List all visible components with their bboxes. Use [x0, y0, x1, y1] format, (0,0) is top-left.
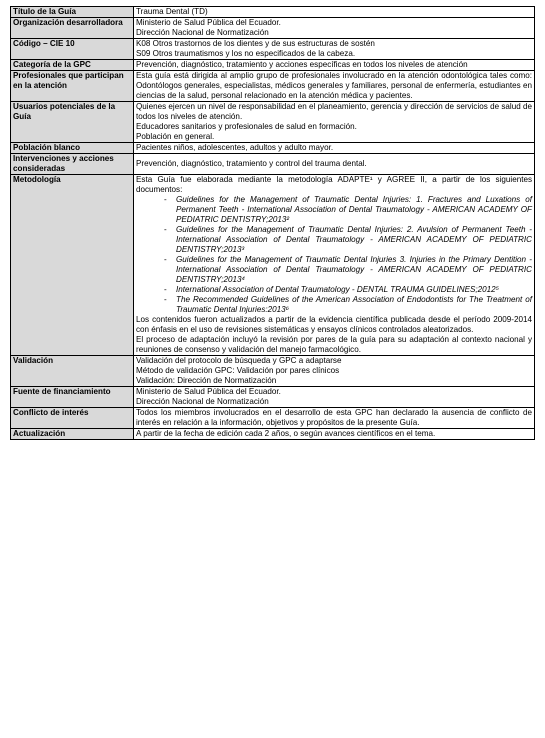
row-value	[134, 143, 535, 154]
row-value	[134, 175, 535, 356]
value-line: Ministerio de Salud Pública del Ecuador.	[136, 18, 281, 27]
row-label: Intervenciones y acciones consideradas	[11, 154, 134, 175]
value-line: K08 Otros trastornos de los dientes y de sus estructuras de sostén	[136, 39, 375, 48]
row-value	[134, 7, 535, 18]
row-label: Categoría de la GPC	[11, 60, 134, 71]
table-row	[11, 387, 535, 408]
row-label: Fuente de financiamiento	[11, 387, 134, 408]
row-value	[134, 102, 535, 143]
row-value	[134, 154, 535, 175]
methodology-intro: Esta Guía fue elaborada mediante la metodología ADAPTE¹ y AGREE II, a partir de los siguientes documentos:	[136, 175, 532, 194]
row-label: Organización desarrolladora	[11, 18, 134, 39]
table-row	[11, 356, 535, 387]
row-value	[134, 429, 535, 440]
row-value	[134, 18, 535, 39]
table-row	[11, 7, 535, 18]
guide-summary	[10, 6, 535, 440]
list-item: - Guidelines for the Management of Traumatic Dental Injuries: 2. Avulsion of Permanent Teeth - International Association of Dental Traumatology - AMERICAN ACADEMY OF PEDIATRIC DENTISTRY;2013³	[176, 225, 532, 255]
value-line: El proceso de adaptación incluyó la revisión por pares de la guía para su adaptación al contexto nacional y reuniones de consenso y validación del manejo farmacológico.	[136, 335, 532, 354]
table-row	[11, 71, 535, 102]
value-line: Método de validación GPC: Validación por pares clínicos	[136, 366, 340, 375]
reference-list	[136, 195, 532, 315]
row-label: Usuarios potenciales de la Guía	[11, 102, 134, 143]
value-line: Población en general.	[136, 132, 215, 141]
value-line: Educadores sanitarios y profesionales de salud en formación.	[136, 122, 357, 131]
table-row	[11, 60, 535, 71]
row-label: Población blanco	[11, 143, 134, 154]
value-line: Dirección Nacional de Normatización	[136, 397, 269, 406]
value-line: Prevención, diagnóstico, tratamiento y acciones específicas en todos los niveles de atención	[136, 60, 468, 69]
value-line: Dirección Nacional de Normatización	[136, 28, 269, 37]
row-label: Título de la Guía	[11, 7, 134, 18]
value-line: Prevención, diagnóstico, tratamiento y control del trauma dental.	[136, 159, 367, 168]
row-label: Profesionales que participan en la atención	[11, 71, 134, 102]
value-line: Los contenidos fueron actualizados a partir de la evidencia científica publicada desde el período 2009-2014 con énfasis en el uso de revisiones sistemáticas y ensayos clínicos controlados aleatorizados.	[136, 315, 532, 334]
table-row	[11, 154, 535, 175]
table-row	[11, 102, 535, 143]
list-item: - Guidelines for the Management of Traumatic Dental Injuries 3. Injuries in the Primary Dentition - International Association of Dental Traumatology - AMERICAN ACADEMY OF PEDIATRIC DENTISTRY;2013⁴	[176, 255, 532, 285]
list-item: - The Recommended Guidelines of the American Association of Endodontists for The Treatment of Traumatic Dental Injuries:2013⁶	[176, 295, 532, 315]
row-value	[134, 60, 535, 71]
row-value	[134, 408, 535, 429]
row-label: Actualización	[11, 429, 134, 440]
value-line: Validación: Dirección de Normatización	[136, 376, 277, 385]
table-row	[11, 408, 535, 429]
row-label: Metodología	[11, 175, 134, 356]
table-row	[11, 39, 535, 60]
row-value	[134, 71, 535, 102]
row-label: Validación	[11, 356, 134, 387]
value-line: Quienes ejercen un nivel de responsabilidad en el planeamiento, gerencia y dirección de servicios de salud de todos los niveles de atención.	[136, 102, 532, 121]
table-row	[11, 429, 535, 440]
value-line: S09 Otros traumatismos y los no especificados de la cabeza.	[136, 49, 356, 58]
table-row	[11, 18, 535, 39]
value-line: A partir de la fecha de edición cada 2 años, o según avances científicos en el tema.	[136, 429, 436, 438]
value-line: Esta guía está dirigida al amplio grupo de profesionales involucrado en la atención odontológica tales como: Odontólogos generales, especialistas, médicos generales y familiares, personal de enfermería, estudiantes en ciencias de la salud, personal relacionado en la atención médica y pacientes.	[136, 71, 532, 100]
guide-summary-table	[10, 6, 535, 440]
list-item: - Guidelines for the Management of Traumatic Dental Injuries: 1. Fractures and Luxations of Permanent Teeth - International Association of Dental Traumatology - AMERICAN ACADEMY OF PEDIATRIC DENTISTRY;2013²	[176, 195, 532, 225]
list-item: - International Association of Dental Traumatology - DENTAL TRAUMA GUIDELINES;2012⁵	[176, 285, 532, 295]
row-label: Conflicto de interés	[11, 408, 134, 429]
row-value	[134, 356, 535, 387]
value-line: Ministerio de Salud Pública del Ecuador.	[136, 387, 281, 396]
table-row	[11, 175, 535, 356]
table-row	[11, 143, 535, 154]
row-label: Código – CIE 10	[11, 39, 134, 60]
row-value	[134, 387, 535, 408]
value-line: Validación del protocolo de búsqueda y GPC a adaptarse	[136, 356, 342, 365]
value-line: Todos los miembros involucrados en el desarrollo de esta GPC han declarado la ausencia de conflicto de interés en relación a la información, objetivos y propósitos de la presente Guía.	[136, 408, 532, 427]
value-line: Pacientes niños, adolescentes, adultos y adulto mayor.	[136, 143, 334, 152]
row-value	[134, 39, 535, 60]
value-line: Trauma Dental (TD)	[136, 7, 208, 16]
